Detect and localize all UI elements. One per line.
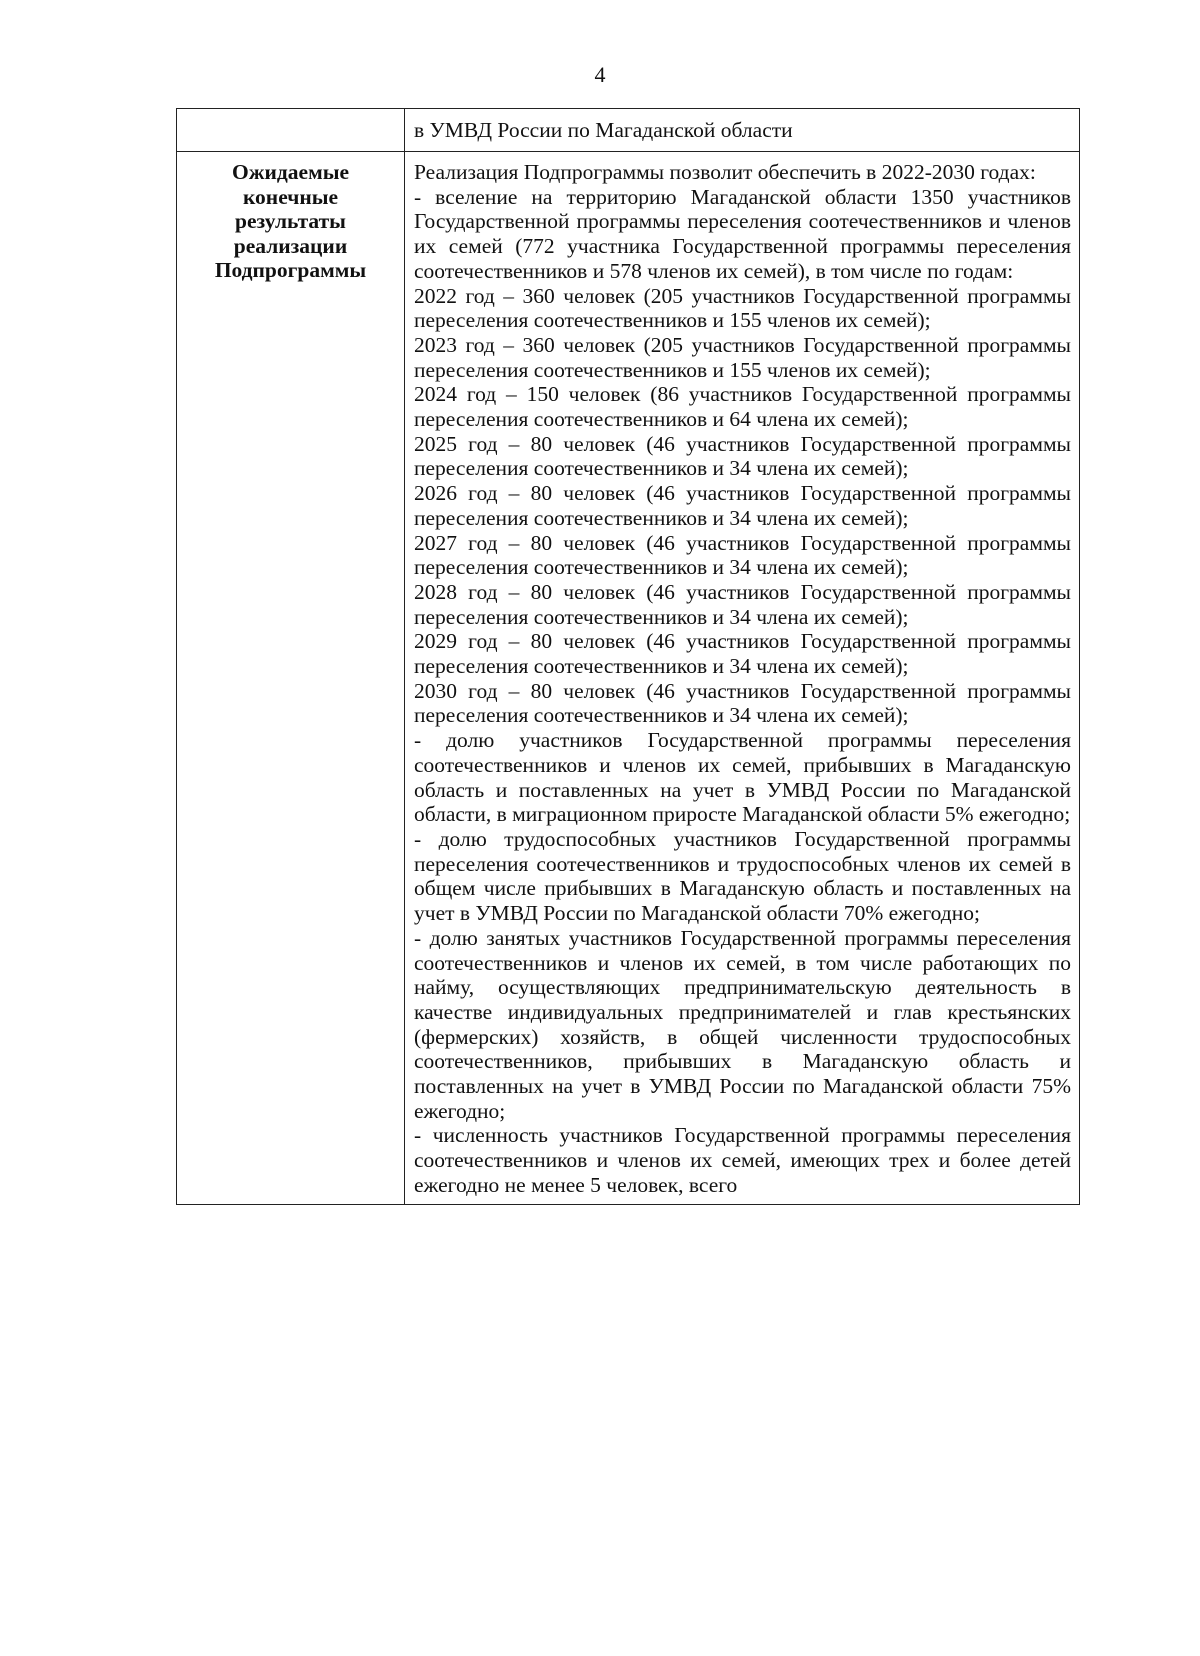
label-line: Ожидаемые xyxy=(231,160,350,184)
label-line: Подпрограммы xyxy=(214,258,367,282)
results-text xyxy=(405,152,1079,1204)
paragraph: 2027 год – 80 человек (46 участников Государственной программы переселения соотечественников и 34 члена их семей); xyxy=(414,530,1071,580)
paragraph: - долю трудоспособных участников Государственной программы переселения соотечественников и трудоспособных членов их семей в общем числе прибывших в Магаданскую область и поставленных на учет в УМВД России по Магаданской области 70% ежегодно; xyxy=(414,826,1071,926)
paragraph: 2029 год – 80 человек (46 участников Государственной программы переселения соотечественников и 34 члена их семей); xyxy=(414,629,1071,679)
subprogram-passport-table xyxy=(176,108,1080,1205)
paragraph: - вселение на территорию Магаданской области 1350 участников Государственной программы переселения соотечественников и членов их семей (772 участника Государственной программы переселения соотечественников и 578 членов их семей), в том числе по годам: xyxy=(414,184,1071,283)
label-cell xyxy=(177,152,405,1205)
page-number: 4 xyxy=(594,62,606,87)
label-line: конечные xyxy=(242,184,339,209)
paragraph: - долю занятых участников Государственной программы переселения соотечественников и членов их семей, в том числе работающих по найму, осуществляющих предпринимательскую деятельность в качестве индивидуальных предпринимателей и глав крестьянских (фермерских) хозяйств, в общей численности трудоспособных соотечественников, прибывших в Магаданскую область и поставленных на учет в УМВД России по Магаданской области 75% ежегодно; xyxy=(414,925,1071,1123)
continued-text: в УМВД России по Магаданской области xyxy=(414,118,793,142)
paragraph: 2023 год – 360 человек (205 участников Государственной программы переселения соотечественников и 155 членов их семей); xyxy=(414,332,1071,382)
continued-text-cell xyxy=(405,109,1080,152)
results-cell xyxy=(405,152,1080,1205)
paragraph: 2022 год – 360 человек (205 участников Государственной программы переселения соотечественников и 155 членов их семей); xyxy=(414,283,1071,333)
paragraph: 2030 год – 80 человек (46 участников Государственной программы переселения соотечественников и 34 члена их семей); xyxy=(414,678,1071,728)
paragraph: 2028 год – 80 человек (46 участников Государственной программы переселения соотечественников и 34 члена их семей); xyxy=(414,579,1071,629)
table-row xyxy=(177,109,1080,152)
label-line: результаты xyxy=(235,209,346,233)
paragraph: - долю участников Государственной программы переселения соотечественников и членов их семей, прибывших в Магаданскую область и поставленных на учет в УМВД России по Магаданской области, в миграционном приросте Магаданской области 5% ежегодно; xyxy=(414,728,1071,827)
paragraph: 2024 год – 150 человек (86 участников Государственной программы переселения соотечественников и 64 члена их семей); xyxy=(414,382,1071,432)
paragraph: 2025 год – 80 человек (46 участников Государственной программы переселения соотечественников и 34 члена их семей); xyxy=(414,431,1071,481)
label-line: реализации xyxy=(233,233,348,258)
empty-label-cell xyxy=(177,109,405,152)
paragraph: Реализация Подпрограммы позволит обеспечить в 2022-2030 годах: xyxy=(414,160,1036,184)
table-row xyxy=(177,152,1080,1205)
paragraph: - численность участников Государственной программы переселения соотечественников и членов их семей, имеющих трех и более детей ежегодно не менее 5 человек, всего xyxy=(414,1123,1071,1197)
paragraph: 2026 год – 80 человек (46 участников Государственной программы переселения соотечественников и 34 члена их семей); xyxy=(414,481,1071,530)
row-label xyxy=(177,152,404,283)
